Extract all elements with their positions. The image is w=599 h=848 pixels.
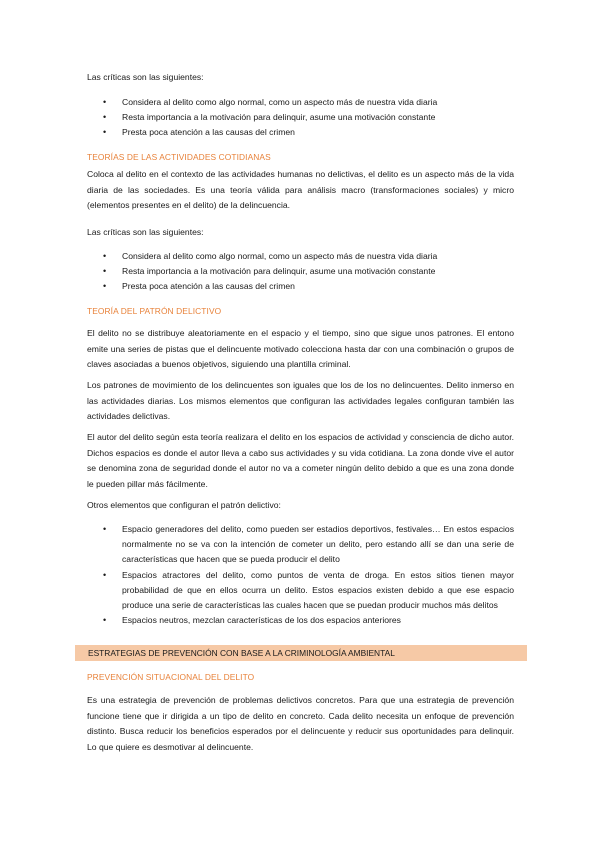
intro-criticas-2: Las críticas son las siguientes:: [87, 227, 204, 237]
list-item: • Resta importancia a la motivación para delinquir, asume una motivación constante: [87, 110, 514, 125]
intro-otros-elementos: Otros elementos que configuran el patrón delictivo:: [87, 500, 281, 510]
paragraph-actividades: Coloca al delito en el contexto de las actividades humanas no delictivas, el delito es un aspecto más de la vida diaria de las sociedades. Es una teoría válida para análisis macro (transformaciones sociales) y micro (elementos presentes en el delito) de la delincuencia.: [87, 169, 514, 210]
list-item: • Considera al delito como algo normal, como un aspecto más de nuestra vida diaria: [87, 249, 514, 264]
criticas-list-1: [87, 95, 514, 141]
list-item: • Resta importancia a la motivación para delinquir, asume una motivación constante: [87, 264, 514, 279]
bullet-icon: •: [103, 127, 107, 138]
elementos-list: [87, 522, 514, 628]
criticas-list-2: [87, 249, 514, 295]
bullet-icon: •: [103, 281, 107, 292]
heading-actividades-cotidianas: TEORÍAS DE LAS ACTIVIDADES COTIDIANAS: [87, 152, 271, 162]
bullet-icon: •: [103, 569, 107, 580]
paragraph-patron-3: El autor del delito según esta teoría realizara el delito en los espacios de actividad y consciencia de dicho autor. Dichos espacios es donde el autor lleva a cabo sus actividades y su vida cotidiana. La zona donde vive el autor se denomina zona de seguridad donde el autor no va a cometer ningún delito debido a que es una zona donde le pueden pillar más fácilmente.: [87, 432, 514, 489]
heading-prevencion-situacional: PREVENCIÓN SITUACIONAL DEL DELITO: [87, 672, 255, 682]
paragraph-situacional: Es una estrategia de prevención de problemas delictivos concretos. Para que una estrategia de prevención funcione tiene que ir dirigida a un tipo de delito en concreto. Cada delito necesita un enfoque de prevención distinto. Busca reducir los beneficios esperados por el delincuente y reducir sus oportunidades para delinquir. Lo que quiere es desmotivar al delincuente.: [87, 695, 514, 752]
list-item: • Espacio generadores del delito, como pueden ser estadios deportivos, festivales… En estos espacios normalmente no se va con la intención de cometer un delito, pero estando allí se dan una serie de características que hacen que se pueda producir el delito: [103, 524, 514, 565]
section-banner: [75, 645, 527, 661]
bullet-icon: •: [103, 112, 107, 123]
bullet-icon: •: [103, 97, 107, 107]
heading-patron-delictivo: TEORÍA DEL PATRÓN DELICTIVO: [87, 306, 222, 316]
paragraph-patron-1: El delito no se distribuye aleatoriamente en el espacio y el tiempo, sino que sigue unos patrones. El entono emite una series de pistas que el delincuente motivado colecciona hasta dar con una combinación o grupos de claves asociadas a buenos objetivos, siguiendo una plantilla criminal.: [87, 328, 514, 369]
list-item: • Espacios neutros, mezclan características de los dos espacios anteriores: [87, 613, 514, 628]
bullet-icon: •: [103, 266, 107, 277]
paragraph-patron-2: Los patrones de movimiento de los delincuentes son iguales que los de los no delincuentes. Delito inmerso en las actividades diarias. Los mismos elementos que configuran las actividades legales configuran también las actividades delictivas.: [87, 380, 514, 421]
bullet-icon: •: [103, 524, 107, 534]
banner-title: ESTRATEGIAS DE PREVENCIÓN CON BASE A LA CRIMINOLOGÍA AMBIENTAL: [88, 648, 395, 658]
intro-criticas-1: Las críticas son las siguientes:: [87, 72, 204, 82]
list-item: • Espacios atractores del delito, como puntos de venta de droga. En estos sitios tienen mayor probabilidad de que en ellos ocurra un delito. Estos espacios existen debido a que ese espacio produce una serie de características las cuales hacen que se puedan producir muchos más delitos: [103, 569, 514, 611]
bullet-icon: •: [103, 251, 107, 261]
list-item: • Presta poca atención a las causas del crimen: [87, 125, 514, 140]
list-item: • Considera al delito como algo normal, como un aspecto más de nuestra vida diaria: [87, 95, 514, 110]
list-item: • Presta poca atención a las causas del crimen: [87, 279, 514, 294]
bullet-icon: •: [103, 615, 107, 626]
